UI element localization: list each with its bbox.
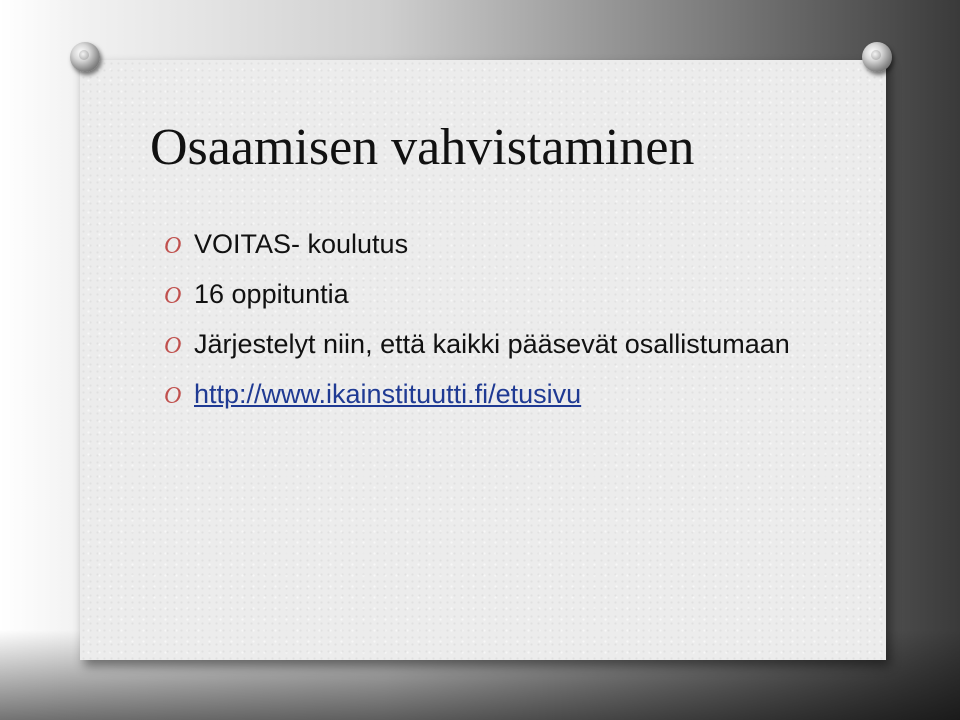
bullet-item [164,378,864,410]
bullet-marker-icon: O [164,233,182,259]
slide-title: Osaamisen vahvistaminen [150,119,695,176]
bullet-text: Järjestelyt niin, että kaikki pääsevät osallistumaan [194,329,790,359]
pushpin-top-left-icon [70,42,100,72]
bullet-item [164,228,864,260]
pushpin-top-right-icon [862,42,892,72]
website-link[interactable]: http://www.ikainstituutti.fi/etusivu [194,379,582,409]
bullet-marker-icon: O [164,383,182,409]
bullet-item [164,328,864,360]
bullet-item [164,278,864,310]
bullet-list [164,228,864,430]
bullet-text: VOITAS- koulutus [194,229,409,259]
bullet-text: 16 oppituntia [194,279,349,309]
bullet-marker-icon: O [164,333,182,359]
bullet-marker-icon: O [164,283,182,309]
